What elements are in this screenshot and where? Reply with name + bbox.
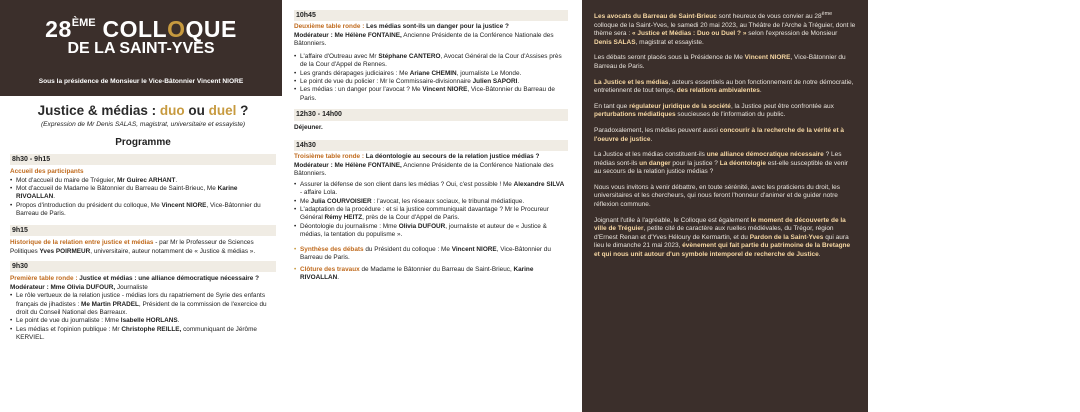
item-name: Stéphane CANTERO	[378, 52, 441, 60]
round-table-subject: La déontologie au secours de la relation justice médias ?	[365, 153, 540, 161]
text: Paradoxalement, les médias peuvent aussi	[594, 126, 720, 134]
emphasis: le moment de découverte de la ville de Tréguier	[594, 216, 846, 233]
historique-paragraph	[10, 239, 276, 256]
list-item	[294, 206, 568, 223]
paragraph: Nous vous invitons à venir débattre, en toute sérénité, avec les praticiens du droit, les universitaires et les chercheurs, qui nous feront l'honneur d'animer et de guider notre réflexion commune.	[594, 183, 841, 208]
text: .	[650, 135, 653, 143]
round-table-title	[10, 275, 276, 283]
time-bar: 9h15	[10, 225, 276, 236]
colloque-title	[0, 10, 282, 42]
item-name: Isabelle HORLANS	[120, 317, 178, 325]
item-name: Yves POIRMEUR	[39, 247, 91, 255]
item-text: - affaire Lola.	[300, 189, 338, 197]
text: La Justice et les médias constituent-ils	[594, 151, 707, 159]
list-item	[10, 317, 276, 325]
closing-list	[294, 246, 568, 283]
emphasis: perturbations médiatiques	[594, 111, 676, 119]
item-text: Mot d'accueil du maire de Tréguier,	[16, 176, 118, 184]
title-word-accent: O	[167, 16, 186, 42]
moderator-name: Hélène FONTAINE,	[345, 161, 402, 169]
item-text: du Président du colloque : Me	[363, 245, 452, 253]
item-text: , Vice-Bâtonnier du Barreau de Paris.	[16, 201, 261, 218]
moderator-line	[294, 162, 568, 179]
title-duo: duo	[159, 103, 185, 118]
emphasis: Vincent NIORE	[744, 54, 791, 62]
item-text: , Président de la commission de l'exercice du droit du Conseil National des Barreaux.	[16, 300, 267, 317]
left-column	[0, 0, 282, 412]
item-name: Olivia DUFOUR	[398, 222, 446, 230]
item-text: .	[175, 176, 178, 184]
item-text: , près de la Cour d'Appel de Paris.	[362, 214, 460, 222]
list-item	[294, 246, 568, 263]
list-item	[294, 198, 568, 206]
text: , magistrat et essayiste.	[635, 38, 704, 46]
item-name: Mr Guirec ARHANT	[117, 176, 176, 184]
list-item	[10, 202, 276, 219]
section-heading: Clôture des travaux	[300, 265, 360, 273]
item-text: Le point de vue du policier : Mr le Commissaire-divisionnaire	[300, 77, 473, 85]
emphasis: un danger	[639, 159, 671, 167]
moderator-name: Modérateur : Mme Olivia DUFOUR,	[10, 283, 117, 291]
invitation-text	[594, 11, 856, 266]
edition-number: 28	[45, 16, 72, 42]
item-text: Assurer la défense de son client dans les médias ? Oui, c'est possible ! Me	[300, 180, 514, 188]
list-item	[294, 181, 568, 198]
title-suffix: ?	[236, 103, 249, 118]
item-text: Les médias : un danger pour l'avocat ? Me	[300, 86, 423, 94]
bullet-list	[294, 181, 568, 240]
paragraph	[594, 11, 856, 47]
item-name: Julien SAPORI	[472, 77, 518, 85]
paragraph	[594, 79, 856, 96]
item-text: Ancienne Présidente de la Conférence Nationale des Bâtonniers.	[294, 31, 554, 48]
text: , Vice-Bâtonnier du Barreau de Paris.	[594, 54, 846, 71]
bullet-list	[294, 53, 568, 104]
emphasis: Les avocats du Barreau de Saint-Brieuc	[594, 13, 717, 21]
text: ? Les médias sont-ils	[594, 151, 842, 167]
moderator-line	[294, 32, 568, 49]
emphasis: « Justice et Médias : Duo ou Duel ? »	[631, 30, 747, 38]
time-bar: 12h30 - 14h00	[294, 109, 568, 120]
item-text: Les médias et l'opinion publique : Mr	[16, 325, 122, 333]
item-text: Ancienne Présidente de la Conférence Nationale des Bâtonniers.	[294, 161, 554, 178]
title-prefix: Justice & médias :	[37, 103, 160, 118]
item-name: Vincent NIORE	[422, 86, 468, 94]
round-table-subject: Les médias sont-ils un danger pour la justice ?	[366, 23, 509, 31]
edition-suffix: ÈME	[71, 17, 96, 29]
item-text: , journaliste et auteur de « Justice & médias, la tentation du populisme ».	[300, 222, 547, 239]
moderator-label: Modérateur : Me	[294, 31, 346, 39]
list-item	[294, 70, 568, 78]
paragraph	[594, 217, 856, 260]
emphasis: La déontologie	[719, 159, 766, 167]
item-text: communiquant de Jérôme KERVIEL.	[16, 325, 257, 342]
time-bar: 14h30	[294, 140, 568, 151]
list-item	[294, 86, 568, 103]
item-text: de Madame le Bâtonnier du Barreau de Saint-Brieuc,	[359, 265, 514, 273]
section-heading: Historique de la relation entre justice et médias	[10, 239, 154, 247]
moderator-line	[10, 284, 276, 292]
emphasis: concourir à la recherche de la vérité et à l'oeuvre de justice	[594, 126, 845, 143]
moderator-name: Hélène FONTAINE,	[345, 31, 402, 39]
text: Les débats seront placés sous la Présidence de Me	[594, 54, 745, 62]
item-name: Karine RIVOALLAN	[16, 185, 238, 201]
item-text: : l'avocat, les réseaux sociaux, le tribunal médiatique.	[371, 197, 525, 205]
text: .	[759, 87, 762, 95]
paragraph	[594, 127, 856, 144]
text: pour la justice ?	[670, 159, 720, 167]
title-duel: duel	[208, 103, 237, 118]
item-text: Me	[300, 197, 311, 205]
text: , la Justice peut être confrontée aux	[730, 102, 834, 110]
item-name: Christophe REILLE,	[121, 325, 182, 333]
colloque-header	[0, 0, 282, 96]
item-name: Ariane CHEMIN	[409, 69, 457, 77]
text: soucieuses de l'information du public.	[675, 111, 786, 119]
text: , petite cité de caractère aux ruelles médiévales, du Trégor, région d'Ernest Renan et d'Yves Héloury de Kermartin, et du	[594, 225, 834, 241]
item-text: , Vice-Bâtonnier du Barreau de Paris.	[300, 245, 551, 262]
emphasis: La Justice et les médias	[594, 78, 669, 86]
item-text: Les grands dérapages judiciaires : Me	[300, 69, 410, 77]
title-word-b: QUE	[185, 16, 237, 42]
bullet-list	[10, 292, 276, 343]
title-subtitle: (Expression de Mr Denis SALAS, magistrat, universitaire et essayiste)	[40, 121, 246, 128]
list-item	[10, 177, 276, 185]
item-name: Julia COURVOISIER	[310, 197, 372, 205]
item-name: Karine RIVOALLAN	[300, 265, 534, 282]
bullet-list	[10, 177, 276, 219]
item-name: Rémy HEITZ	[324, 214, 363, 222]
emphasis: Pardon de la Saint-Yves	[749, 233, 824, 241]
text: En tant que	[594, 102, 630, 110]
list-item	[10, 185, 276, 202]
round-table-title	[294, 23, 568, 31]
time-bar: 8h30 - 9h15	[10, 154, 276, 165]
item-name: Vincent NIORE	[161, 201, 207, 209]
item-name: Me Martin PRADEL	[81, 300, 139, 308]
middle-column	[294, 10, 568, 283]
item-text: , Avocat Général de la Cour d'Assises près de la Cour d'Appel de Rennes.	[300, 52, 562, 69]
list-item	[10, 326, 276, 343]
moderator-label: Modérateur : Me	[294, 161, 346, 169]
emphasis: des relations ambivalentes	[676, 87, 760, 95]
round-table-title	[294, 153, 568, 161]
list-item	[294, 266, 568, 283]
programme-heading: Programme	[115, 136, 171, 148]
section-heading: Synthèse des débats	[300, 245, 364, 253]
item-text: .	[53, 193, 56, 201]
right-column	[582, 0, 868, 412]
paragraph	[594, 151, 856, 177]
item-text: .	[177, 317, 180, 325]
emphasis: régulateur juridique de la société	[629, 102, 731, 110]
presidence-line: Sous la présidence de Monsieur le Vice-Bâtonnier Vincent NIORE	[38, 78, 244, 85]
item-text: .	[517, 77, 520, 85]
section-heading: Première table ronde :	[10, 275, 80, 283]
paragraph	[594, 54, 856, 71]
item-text: - par Mr le Professeur de Sciences Politiques	[10, 239, 254, 255]
title-ou: ou	[184, 103, 209, 118]
list-item	[294, 78, 568, 86]
list-item	[294, 53, 568, 70]
time-bar: 10h45	[294, 10, 568, 21]
text: selon l'expression de Monsieur	[746, 30, 838, 38]
item-name: Vincent NIORE	[451, 245, 497, 253]
colloque-subtitle: DE LA SAINT-YVES	[67, 40, 215, 57]
section-heading: Troisième table ronde :	[294, 153, 366, 161]
main-title	[10, 103, 276, 119]
item-text: Le point de vue du journaliste : Mme	[16, 317, 121, 325]
item-text: , universitaire, auteur notamment de « Justice & médias ».	[90, 247, 256, 255]
item-text: Le rôle vertueux de la relation justice - médias lors du rapatriement de Syrie des enfants français de jihadistes :	[16, 292, 266, 308]
item-text: Mot d'accueil de Madame le Bâtonnier du Barreau de Saint-Brieuc, Me	[16, 185, 218, 193]
paragraph	[594, 103, 856, 120]
text: Joignant l'utile à l'agréable, le Colloque est également	[594, 216, 751, 224]
list-item	[294, 223, 568, 240]
list-item	[10, 292, 276, 317]
emphasis: Denis SALAS	[594, 38, 636, 46]
text: colloque de la Saint-Yves, le samedi 20 mai 2023, au Théâtre de l'Arche à Tréguier, dont le thème sera :	[594, 21, 856, 38]
emphasis: une alliance démocratique nécessaire	[706, 151, 824, 159]
item-text: , journaliste Le Monde.	[456, 69, 522, 77]
item-text: Propos d'introduction du président du colloque, Me	[16, 201, 162, 209]
item-text: Déontologie du journalisme : Mme	[300, 222, 399, 230]
item-name: Alexandre SILVA	[513, 180, 565, 188]
section-heading: Deuxième table ronde :	[294, 23, 367, 31]
programme-left	[10, 103, 276, 343]
text: est-elle susceptible de venir au secours de la relation justice médias ?	[594, 159, 848, 176]
ordinal-suffix: ème	[821, 11, 833, 17]
title-word-a: COLL	[102, 16, 168, 42]
emphasis: évènement qui fait partie du patrimoine de la Bretagne et qui nous unit autour d'un symbole intemporel de recherche de Justice	[594, 242, 851, 258]
item-text: L'affaire d'Outreau avec Mr	[300, 52, 379, 60]
round-table-subject: Justice et médias : une alliance démocratique nécessaire ?	[79, 275, 259, 283]
item-text: L'adaptation de la procédure : et si la justice communiquait davantage ? Mr le Procureur Général	[300, 205, 549, 222]
item-text: , Vice-Bâtonnier du Barreau de Paris.	[300, 86, 555, 102]
section-heading: Accueil des participants	[10, 168, 84, 176]
item-text: .	[337, 274, 340, 282]
time-bar: 9h30	[10, 261, 276, 272]
text: sont heureux de vous convier au 28	[716, 13, 822, 21]
text: .	[818, 250, 821, 258]
text: qui aura lieu le dimanche 21 mai 2023,	[594, 233, 849, 250]
text: , acteurs essentiels au bon fonctionnement de notre démocratie, entretiennent de tout temps,	[594, 78, 854, 95]
item-text: Journaliste	[116, 283, 148, 291]
lunch-line: Déjeuner.	[294, 123, 323, 131]
